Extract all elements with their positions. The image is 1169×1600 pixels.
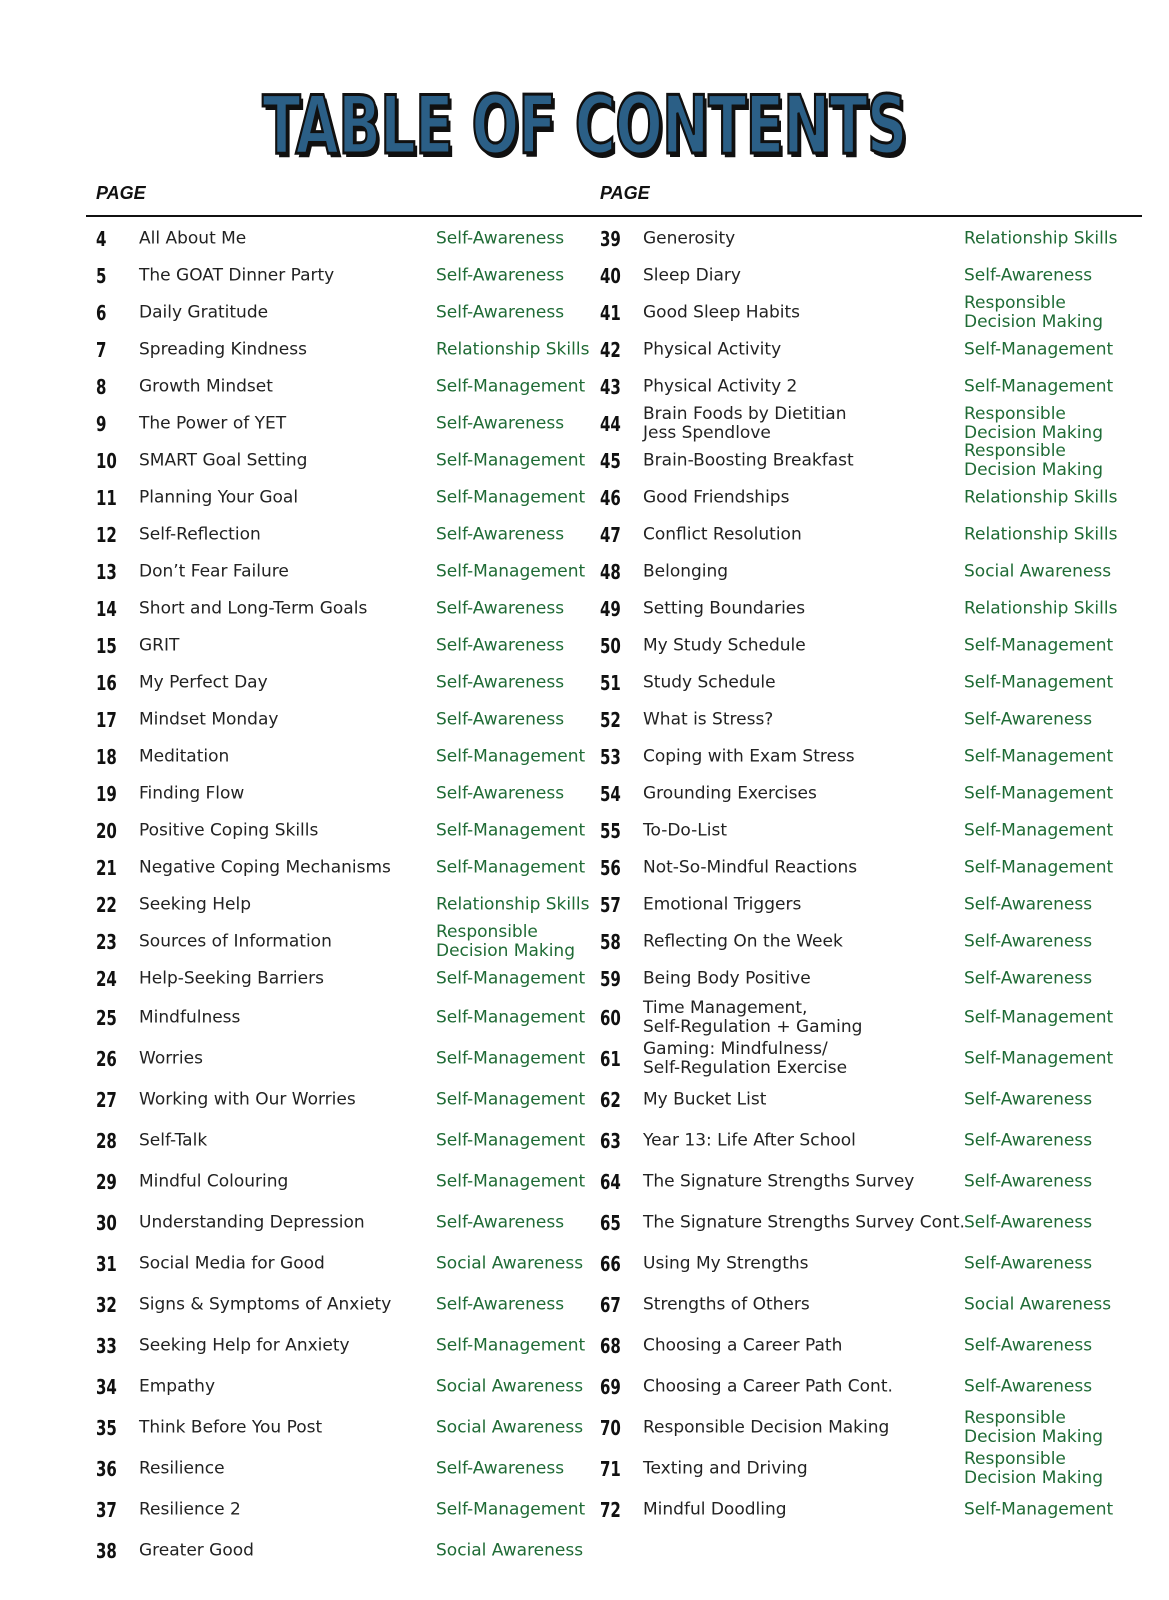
toc-entry[interactable]	[86, 849, 590, 886]
page-number: 60	[600, 1005, 621, 1030]
page-number: 25	[96, 1005, 117, 1030]
entry-title: Mindful Doodling	[643, 1499, 787, 1519]
page-number: 27	[96, 1087, 117, 1112]
page-number: 4	[96, 226, 107, 251]
entry-title: Seeking Help	[139, 894, 252, 914]
entry-title: The Signature Strengths Survey Cont.	[643, 1212, 965, 1232]
page-number: 22	[96, 892, 117, 917]
entry-title: Coping with Exam Stress	[643, 746, 855, 766]
entry-category: Self-Management	[436, 746, 586, 766]
page-number: 67	[600, 1292, 621, 1317]
toc-entry[interactable]	[86, 331, 590, 368]
entry-title: Good Sleep Habits	[643, 302, 801, 322]
entry-category: Self-Management	[436, 1048, 586, 1068]
entry-title: Negative Coping Mechanisms	[139, 857, 391, 877]
page-number: 35	[96, 1415, 117, 1440]
toc-entry[interactable]	[86, 479, 590, 516]
page-number: 48	[600, 559, 621, 584]
toc-entry[interactable]	[590, 1448, 1142, 1489]
entry-category: Responsible Decision Making	[964, 292, 1103, 332]
toc-entry[interactable]	[86, 368, 590, 405]
entry-title: Social Media for Good	[139, 1253, 325, 1273]
entry-title: My Perfect Day	[139, 672, 268, 692]
page-number: 43	[600, 374, 621, 399]
toc-entry[interactable]	[86, 294, 590, 331]
toc-entry[interactable]	[86, 1407, 590, 1448]
entry-title: Mindful Colouring	[139, 1171, 289, 1191]
entry-category: Responsible Decision Making	[964, 403, 1103, 443]
page-number: 54	[600, 781, 621, 806]
entry-category: Responsible Decision Making	[964, 440, 1103, 480]
entry-title: Being Body Positive	[643, 968, 811, 988]
page-number: 55	[600, 818, 621, 843]
page-number: 8	[96, 374, 107, 399]
entry-category: Responsible Decision Making	[436, 921, 575, 961]
toc-entry[interactable]	[590, 220, 1142, 257]
entry-category: Self-Awareness	[436, 783, 565, 803]
entry-title: All About Me	[139, 228, 247, 248]
entry-category: Self-Awareness	[436, 265, 565, 285]
entry-category: Self-Awareness	[436, 635, 565, 655]
page-number: 61	[600, 1046, 621, 1071]
entry-title: Sources of Information	[139, 931, 332, 951]
toc-entry[interactable]	[86, 738, 590, 775]
entry-category: Self-Awareness	[964, 1089, 1093, 1109]
toc-entry[interactable]	[86, 1120, 590, 1161]
entry-category: Social Awareness	[436, 1417, 584, 1437]
toc-entry[interactable]	[86, 1366, 590, 1407]
page-number: 40	[600, 263, 621, 288]
toc-entry[interactable]	[86, 812, 590, 849]
toc-entry[interactable]	[86, 442, 590, 479]
page-number: 39	[600, 226, 621, 251]
entry-title: Planning Your Goal	[139, 487, 299, 507]
entry-category: Self-Awareness	[964, 931, 1093, 951]
toc-entry[interactable]	[86, 590, 590, 627]
page-number: 64	[600, 1169, 621, 1194]
page-number: 52	[600, 707, 621, 732]
entry-category: Self-Management	[964, 339, 1114, 359]
entry-title: Conflict Resolution	[643, 524, 802, 544]
entry-category: Self-Management	[436, 376, 586, 396]
toc-entry[interactable]	[86, 1530, 590, 1571]
entry-category: Relationship Skills	[964, 598, 1118, 618]
page-number: 72	[600, 1497, 621, 1522]
page-number: 62	[600, 1087, 621, 1112]
entry-title: Daily Gratitude	[139, 302, 269, 322]
toc-entry[interactable]	[86, 220, 590, 257]
entry-category: Self-Awareness	[436, 302, 565, 322]
toc-entry[interactable]	[86, 701, 590, 738]
entry-category: Self-Awareness	[436, 228, 565, 248]
entry-title: Greater Good	[139, 1540, 254, 1560]
entry-category: Self-Management	[436, 820, 586, 840]
page-number: 14	[96, 596, 117, 621]
page-number: 69	[600, 1374, 621, 1399]
page-number: 26	[96, 1046, 117, 1071]
page-column-header-right: PAGE	[600, 183, 650, 203]
entry-title: What is Stress?	[643, 709, 774, 729]
entry-title: Understanding Depression	[139, 1212, 365, 1232]
entry-title: Gaming: Mindfulness/ Self-Regulation Exercise	[643, 1038, 848, 1078]
page-number: 70	[600, 1415, 621, 1440]
entry-title: My Bucket List	[643, 1089, 767, 1109]
toc-entry[interactable]	[590, 1366, 1142, 1407]
page-number: 20	[96, 818, 117, 843]
entry-title: Texting and Driving	[643, 1458, 808, 1478]
toc-entry[interactable]	[590, 812, 1142, 849]
page-title: TABLE OF CONTENTS	[262, 79, 907, 172]
entry-title: Not-So-Mindful Reactions	[643, 857, 858, 877]
entry-title: Finding Flow	[139, 783, 245, 803]
entry-title: Worries	[139, 1048, 203, 1068]
entry-category: Relationship Skills	[964, 487, 1118, 507]
entry-title: Seeking Help for Anxiety	[139, 1335, 350, 1355]
page-number: 71	[600, 1456, 621, 1481]
toc-entry[interactable]	[86, 664, 590, 701]
entry-category: Self-Management	[436, 487, 586, 507]
entry-title: Help-Seeking Barriers	[139, 968, 324, 988]
page-number: 13	[96, 559, 117, 584]
page-number: 49	[600, 596, 621, 621]
entry-title: Belonging	[643, 561, 729, 581]
toc-entry[interactable]	[86, 923, 590, 960]
entry-category: Self-Awareness	[964, 1376, 1093, 1396]
toc-entry[interactable]	[590, 257, 1142, 294]
entry-category: Self-Management	[436, 561, 586, 581]
entry-title: SMART Goal Setting	[139, 450, 308, 470]
entry-category: Social Awareness	[964, 561, 1112, 581]
entry-title: Think Before You Post	[139, 1417, 323, 1437]
page-number: 30	[96, 1210, 117, 1235]
entry-title: Study Schedule	[643, 672, 776, 692]
toc-entry[interactable]	[590, 368, 1142, 405]
entry-title: Time Management, Self-Regulation + Gaming	[643, 997, 863, 1037]
page-number: 47	[600, 522, 621, 547]
toc-entry[interactable]	[590, 960, 1142, 997]
entry-category: Self-Awareness	[964, 1335, 1093, 1355]
entry-title: Physical Activity 2	[643, 376, 798, 396]
toc-entry[interactable]	[590, 1489, 1142, 1530]
page-number: 38	[96, 1538, 117, 1563]
page-number: 29	[96, 1169, 117, 1194]
entry-category: Self-Management	[964, 857, 1114, 877]
entry-title: Year 13: Life After School	[643, 1130, 856, 1150]
entry-category: Responsible Decision Making	[964, 1407, 1103, 1447]
entry-title: Physical Activity	[643, 339, 782, 359]
toc-entry[interactable]	[86, 1325, 590, 1366]
entry-category: Social Awareness	[436, 1540, 584, 1560]
page-number: 34	[96, 1374, 117, 1399]
page-number: 53	[600, 744, 621, 769]
entry-title: Self-Reflection	[139, 524, 261, 544]
entry-title: Positive Coping Skills	[139, 820, 319, 840]
entry-title: Short and Long-Term Goals	[139, 598, 368, 618]
header-divider	[86, 215, 1142, 217]
entry-category: Self-Management	[964, 1048, 1114, 1068]
page-number: 58	[600, 929, 621, 954]
toc-entry[interactable]	[86, 257, 590, 294]
entry-title: Grounding Exercises	[643, 783, 817, 803]
entry-title: Setting Boundaries	[643, 598, 806, 618]
entry-category: Self-Awareness	[964, 894, 1093, 914]
toc-entry[interactable]	[590, 701, 1142, 738]
entry-category: Self-Awareness	[436, 672, 565, 692]
entry-category: Self-Management	[964, 1007, 1114, 1027]
page-number: 31	[96, 1251, 117, 1276]
entry-category: Self-Management	[964, 820, 1114, 840]
entry-title: Emotional Triggers	[643, 894, 802, 914]
page-number: 16	[96, 670, 117, 695]
entry-title: Don’t Fear Failure	[139, 561, 289, 581]
toc-entry[interactable]	[590, 627, 1142, 664]
toc-entry[interactable]	[590, 442, 1142, 479]
page-number: 18	[96, 744, 117, 769]
entry-category: Self-Awareness	[964, 968, 1093, 988]
entry-category: Self-Awareness	[964, 1212, 1093, 1232]
page-number: 59	[600, 966, 621, 991]
toc-entry[interactable]	[590, 1079, 1142, 1120]
page-number: 5	[96, 263, 107, 288]
entry-title: The Signature Strengths Survey	[643, 1171, 915, 1191]
toc-entry[interactable]	[590, 1325, 1142, 1366]
entry-title: Strengths of Others	[643, 1294, 810, 1314]
page-number: 11	[96, 485, 117, 510]
toc-entry[interactable]	[86, 1448, 590, 1489]
toc-entry[interactable]	[590, 1202, 1142, 1243]
toc-entry[interactable]	[590, 1284, 1142, 1325]
toc-entry[interactable]	[86, 516, 590, 553]
toc-entry[interactable]	[590, 664, 1142, 701]
page-number: 17	[96, 707, 117, 732]
toc-entry[interactable]	[86, 1489, 590, 1530]
entry-category: Self-Awareness	[964, 1130, 1093, 1150]
entry-category: Responsible Decision Making	[964, 1448, 1103, 1488]
page-number: 36	[96, 1456, 117, 1481]
entry-category: Social Awareness	[436, 1253, 584, 1273]
contents-column-right	[590, 220, 1142, 1530]
toc-entry[interactable]	[590, 997, 1142, 1038]
page-number: 57	[600, 892, 621, 917]
entry-title: Resilience 2	[139, 1499, 241, 1519]
toc-entry[interactable]	[590, 553, 1142, 590]
entry-category: Self-Awareness	[964, 1171, 1093, 1191]
page-number: 21	[96, 855, 117, 880]
entry-category: Self-Awareness	[964, 709, 1093, 729]
entry-category: Self-Management	[964, 783, 1114, 803]
toc-entry[interactable]	[86, 1202, 590, 1243]
entry-category: Self-Awareness	[436, 1212, 565, 1232]
entry-title: Self-Talk	[139, 1130, 208, 1150]
entry-title: Good Friendships	[643, 487, 790, 507]
toc-entry[interactable]	[590, 590, 1142, 627]
entry-title: Reflecting On the Week	[643, 931, 843, 951]
toc-entry[interactable]	[590, 331, 1142, 368]
toc-entry[interactable]	[590, 1243, 1142, 1284]
page-number: 63	[600, 1128, 621, 1153]
page-number: 44	[600, 411, 621, 436]
toc-entry[interactable]	[86, 553, 590, 590]
toc-entry[interactable]	[86, 1161, 590, 1202]
entry-title: Generosity	[643, 228, 736, 248]
page-number: 68	[600, 1333, 621, 1358]
entry-category: Self-Management	[436, 1335, 586, 1355]
entry-category: Self-Awareness	[436, 524, 565, 544]
entry-category: Self-Management	[964, 376, 1114, 396]
entry-title: GRIT	[139, 635, 180, 655]
toc-entry[interactable]	[86, 1284, 590, 1325]
entry-category: Self-Management	[964, 746, 1114, 766]
entry-title: Meditation	[139, 746, 230, 766]
toc-entry[interactable]	[590, 738, 1142, 775]
toc-entry[interactable]	[590, 1161, 1142, 1202]
entry-title: Choosing a Career Path	[643, 1335, 843, 1355]
page-number: 12	[96, 522, 117, 547]
entry-title: Spreading Kindness	[139, 339, 307, 359]
entry-category: Self-Management	[964, 1499, 1114, 1519]
page-number: 7	[96, 337, 107, 362]
entry-category: Social Awareness	[964, 1294, 1112, 1314]
entry-title: Responsible Decision Making	[643, 1417, 890, 1437]
entry-category: Relationship Skills	[964, 524, 1118, 544]
entry-category: Self-Awareness	[436, 598, 565, 618]
entry-title: Empathy	[139, 1376, 216, 1396]
page-number: 42	[600, 337, 621, 362]
page-number: 45	[600, 448, 621, 473]
entry-category: Self-Management	[964, 635, 1114, 655]
page-number: 9	[96, 411, 107, 436]
entry-category: Relationship Skills	[436, 894, 590, 914]
toc-entry[interactable]	[86, 1079, 590, 1120]
entry-category: Self-Management	[436, 450, 586, 470]
page-number: 65	[600, 1210, 621, 1235]
entry-category: Self-Awareness	[436, 413, 565, 433]
entry-category: Self-Awareness	[964, 1253, 1093, 1273]
entry-category: Relationship Skills	[964, 228, 1118, 248]
toc-entry[interactable]	[86, 1243, 590, 1284]
toc-entry[interactable]	[86, 886, 590, 923]
page-number: 28	[96, 1128, 117, 1153]
entry-title: Mindset Monday	[139, 709, 279, 729]
entry-title: Working with Our Worries	[139, 1089, 356, 1109]
entry-title: The Power of YET	[139, 413, 287, 433]
page-number: 10	[96, 448, 117, 473]
entry-title: Choosing a Career Path Cont.	[643, 1376, 893, 1396]
entry-category: Self-Management	[436, 1089, 586, 1109]
page-number: 32	[96, 1292, 117, 1317]
toc-entry[interactable]	[590, 405, 1142, 442]
entry-category: Self-Management	[436, 1499, 586, 1519]
toc-entry[interactable]	[590, 886, 1142, 923]
toc-entry[interactable]	[590, 923, 1142, 960]
page-number: 41	[600, 300, 621, 325]
entry-title: Growth Mindset	[139, 376, 273, 396]
entry-category: Self-Awareness	[964, 265, 1093, 285]
toc-entry[interactable]	[590, 479, 1142, 516]
entry-category: Social Awareness	[436, 1376, 584, 1396]
entry-category: Relationship Skills	[436, 339, 590, 359]
toc-entry[interactable]	[590, 775, 1142, 812]
entry-category: Self-Management	[436, 1171, 586, 1191]
toc-entry[interactable]	[86, 405, 590, 442]
toc-entry[interactable]	[590, 294, 1142, 331]
entry-category: Self-Awareness	[436, 1294, 565, 1314]
page-number: 50	[600, 633, 621, 658]
entry-category: Self-Awareness	[436, 1458, 565, 1478]
toc-entry[interactable]	[590, 1120, 1142, 1161]
toc-entry[interactable]	[86, 960, 590, 997]
toc-entry[interactable]	[590, 849, 1142, 886]
entry-category: Self-Management	[436, 1007, 586, 1027]
entry-title: Sleep Diary	[643, 265, 741, 285]
page-number: 56	[600, 855, 621, 880]
page-number: 37	[96, 1497, 117, 1522]
toc-entry[interactable]	[590, 516, 1142, 553]
entry-category: Self-Management	[436, 1130, 586, 1150]
entry-title: Resilience	[139, 1458, 225, 1478]
page-number: 15	[96, 633, 117, 658]
entry-title: Mindfulness	[139, 1007, 241, 1027]
toc-entry[interactable]	[86, 1038, 590, 1079]
entry-title: The GOAT Dinner Party	[139, 265, 335, 285]
contents-column-left	[86, 220, 590, 1571]
toc-entry[interactable]	[86, 775, 590, 812]
entry-category: Self-Management	[436, 857, 586, 877]
entry-title: To-Do-List	[643, 820, 728, 840]
page-column-header-left: PAGE	[96, 183, 146, 203]
page-number: 19	[96, 781, 117, 806]
page-number: 46	[600, 485, 621, 510]
toc-entry[interactable]	[590, 1038, 1142, 1079]
toc-entry[interactable]	[590, 1407, 1142, 1448]
entry-title: Using My Strengths	[643, 1253, 809, 1273]
page-number: 24	[96, 966, 117, 991]
toc-entry[interactable]	[86, 997, 590, 1038]
entry-category: Self-Awareness	[436, 709, 565, 729]
page-number: 51	[600, 670, 621, 695]
entry-category: Self-Management	[436, 968, 586, 988]
entry-title: Brain-Boosting Breakfast	[643, 450, 854, 470]
entry-category: Self-Management	[964, 672, 1114, 692]
page-number: 23	[96, 929, 117, 954]
page-number: 66	[600, 1251, 621, 1276]
page-number: 6	[96, 300, 107, 325]
toc-entry[interactable]	[86, 627, 590, 664]
entry-title: Brain Foods by Dietitian Jess Spendlove	[643, 403, 847, 443]
page-number: 33	[96, 1333, 117, 1358]
entry-title: My Study Schedule	[643, 635, 806, 655]
entry-title: Signs & Symptoms of Anxiety	[139, 1294, 392, 1314]
